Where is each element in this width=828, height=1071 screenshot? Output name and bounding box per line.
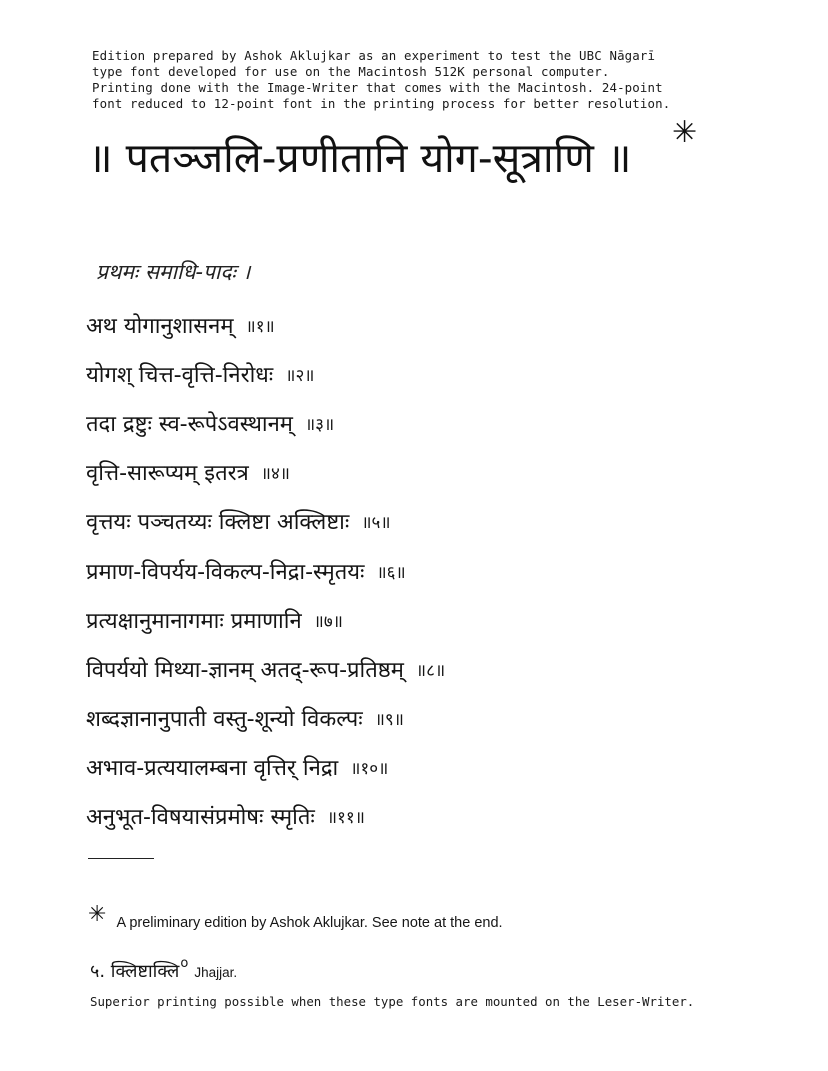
sutra-number: ॥५॥: [361, 513, 391, 534]
sutra-text: तदा द्रष्टुः स्व-रूपेऽवस्थानम्: [86, 411, 293, 437]
sutra-number: ॥८॥: [415, 660, 446, 681]
sutra-line: [86, 745, 726, 794]
edition-note-line: Edition prepared by Ashok Aklujkar as an experiment to test the UBC Nāgarī: [92, 48, 656, 63]
sutra-line: [86, 597, 726, 646]
title-row: [88, 115, 728, 188]
sutra-line: [86, 646, 726, 695]
sutra-text: अनुभूत-विषयासंप्रमोषः स्मृतिः: [86, 805, 315, 831]
edition-note-line: type font developed for use on the Macintosh 512K personal computer.: [92, 64, 610, 79]
sutra-text: अभाव-प्रत्ययालम्बना वृत्तिर् निद्रा: [86, 756, 339, 782]
sutra-line: [86, 450, 726, 499]
variant-reading-text: ५. क्लिष्टाक्लि: [90, 961, 180, 982]
edition-note-line: font reduced to 12-point font in the printing process for better resolution.: [92, 96, 671, 111]
sutra-number: ॥१॥: [245, 316, 275, 337]
sutra-number: ॥९॥: [374, 710, 404, 731]
sutra-text: अथ योगानुशासनम्: [86, 313, 234, 339]
sutra-number: ॥१०॥: [350, 759, 389, 780]
edition-note-line: Printing done with the Image-Writer that comes with the Macintosh. 24-point: [92, 80, 663, 95]
sutra-text: वृत्ति-सारूप्यम् इतरत्र: [86, 461, 249, 487]
sutra-line: [86, 794, 726, 843]
asterisk-icon: ✳: [88, 902, 107, 927]
sutra-list: [86, 302, 726, 843]
sutra-text: विपर्ययो मिथ्या-ज्ञानम् अतद्-रूप-प्रतिष्ठम्: [86, 657, 404, 683]
sutra-text: शब्दज्ञानानुपाती वस्तु-शून्यो विकल्पः: [86, 707, 363, 733]
sutra-number: ॥४॥: [260, 464, 290, 485]
sutra-number: ॥७॥: [313, 611, 343, 632]
sutra-line: [86, 696, 726, 745]
sutra-text: वृत्तयः पञ्चतय्यः क्लिष्टा अक्लिष्टाः: [86, 510, 350, 536]
sutra-number: ॥३॥: [304, 414, 335, 435]
page-title: ॥ पतञ्जलि-प्रणीतानि योग-सूत्राणि ॥: [88, 134, 632, 182]
footnote: [88, 904, 503, 934]
sutra-text: प्रत्यक्षानुमानागमाः प्रमाणानि: [86, 608, 302, 634]
sutra-line: [86, 400, 726, 449]
sutra-line: [86, 302, 726, 351]
variant-degree-mark: o: [180, 956, 189, 971]
sutra-number: ॥११॥: [326, 808, 365, 829]
sutra-line: [86, 499, 726, 548]
sutra-text: प्रमाण-विपर्यय-विकल्प-निद्रा-स्मृतयः: [86, 559, 365, 585]
edition-note: [92, 48, 772, 112]
sutra-number: ॥६॥: [376, 562, 406, 583]
footnote-divider: [88, 858, 154, 859]
sutra-line: [86, 548, 726, 597]
variant-reading: [90, 958, 237, 986]
sutra-number: ॥२॥: [285, 365, 315, 386]
printing-note: Superior printing possible when these type fonts are mounted on the Leser-Writer.: [90, 994, 695, 1009]
sutra-text: योगश् चित्त-वृत्ति-निरोधः: [86, 362, 274, 388]
asterisk-icon: ✳: [672, 115, 698, 150]
footnote-text: A preliminary edition by Ashok Aklujkar. See note at the end.: [116, 915, 503, 931]
variant-source: Jhajjar.: [194, 965, 238, 980]
section-heading: प्रथमः समाधि-पादः ।: [96, 260, 251, 284]
sutra-line: [86, 351, 726, 400]
